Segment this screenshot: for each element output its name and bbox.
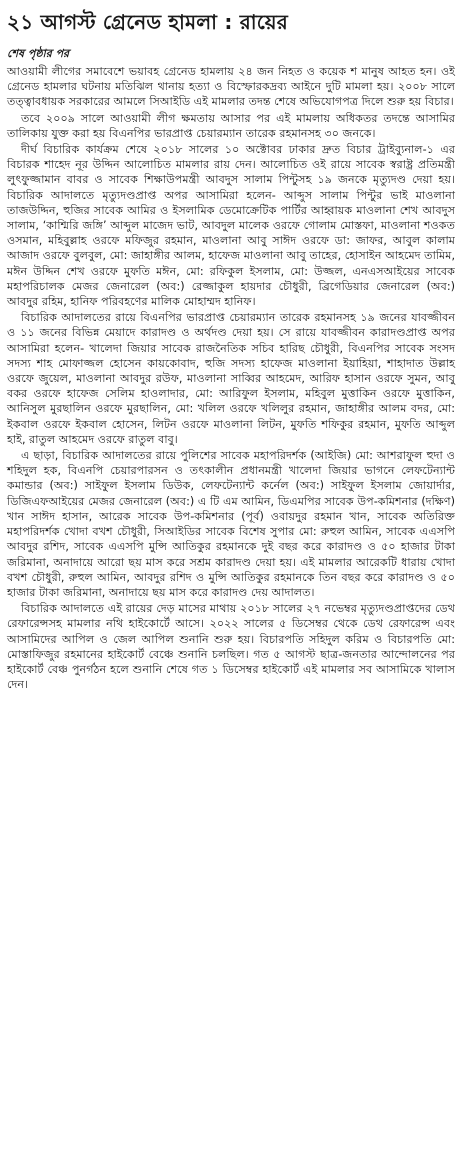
article-headline: ২১ আগস্ট গ্রেনেড হামলা : রায়ের — [7, 10, 288, 34]
article-paragraph: আওয়ামী লীগের সমাবেশে ভয়াবহ গ্রেনেড হামলায় ২৪ জন নিহত ও কয়েক শ মানুষ আহত হন। ওই গ্রেনেড হামলার ঘটনায় মতিঝিল থানায় হত্যা ও বিস্ফোরকদ্রব্য আইনে দুটি মামলা হয়। ২০০৮ সালে তত্ত্বাবধায়ক সরকারের আমলে সিআইডি এই মামলার তদন্ত শেষে অভিযোগপত্র দিলে শুরু হয় বিচার। — [7, 65, 455, 109]
article-paragraph: দীর্ঘ বিচারিক কার্যক্রম শেষে ২০১৮ সালের ১০ অক্টোবর ঢাকার দ্রুত বিচার ট্রাইব্যুনাল-১ এর বিচারক শাহেদ নূর উদ্দিন আলোচিত মামলার রায় দেন। আলোচিত ওই রায়ে সাবেক স্বরাষ্ট্র প্রতিমন্ত্রী লুৎফুজ্জামান বাবর ও সাবেক শিক্ষাউপমন্ত্রী আবদুস সালাম পিন্টুসহ ১৯ জনকে মৃত্যুদণ্ড দেয়া হয়। বিচারিক আদালতে মৃত্যুদণ্ডপ্রাপ্ত অপর আসামিরা হলেন- আব্দুস সালাম পিন্টুর ভাই মাওলানা তাজউদ্দিন, হুজির সাবেক আমির ও ইসলামিক ডেমোক্রেটিক পার্টির আহ্বায়ক মাওলানা শেখ আবদুস সালাম, ‘কাশ্মিরি জঙ্গি’ আব্দুল মাজেদ ভাট, আবদুল মালেক ওরফে গোলাম মোস্তফা, মাওলানা শওকত ওসমান, মহিবুল্লাহ ওরফে মফিজুর রহমান, মাওলানা আবু সাঈদ ওরফে ডা: জাফর, আবুল কালাম আজাদ ওরফে বুলবুল, মো: জাহাঙ্গীর আলম, হাফেজ মাওলানা আবু তাহের, হোসাইন আহমেদ তামিম, মঈন উদ্দিন শেখ ওরফে মুফতি মঈন, মো: রফিকুল ইসলাম, মো: উজ্জল, এনএসআইয়ের সাবেক মহাপরিচালক মেজর জেনারেল (অব:) রেজ্জাকুল হায়দার চৌধুরী, ব্রিগেডিয়ার জেনারেল (অব:) আবদুর রহিম, হানিফ পরিবহণের মালিক মোহাম্মদ হানিফ। — [7, 143, 455, 309]
article-body — [7, 64, 455, 692]
article-paragraph: এ ছাড়া, বিচারিক আদালতের রায়ে পুলিশের সাবেক মহাপরিদর্শক (আইজি) মো: আশরাফুল হুদা ও শহিদুল হক, বিএনপি চেয়ারপারসন ও তৎকালীন প্রধানমন্ত্রী খালেদা জিয়ার ভাগনে লেফটেন্যান্ট কমান্ডার (অব:) সাইফুল ইসলাম ডিউক, লেফটেন্যান্ট কর্নেল (অব:) সাইফুল ইসলাম জোয়ার্দার, ডিজিএফআইয়ের মেজর জেনারেল (অব:) এ টি এম আমিন, ডিএমপির সাবেক উপ-কমিশনার (দক্ষিণ) খান সাঈদ হাসান, আরেক সাবেক উপ-কমিশনার (পূর্ব) ওবায়দুর রহমান খান, সাবেক অতিরিক্ত মহাপরিদর্শক খোদা বখশ চৌধুরী, সিআইডির সাবেক বিশেষ সুপার মো: রুহুল আমিন, সাবেক এএসপি আবদুর রশিদ, সাবেক এএসপি মুন্সি আতিকুর রহমানকে দুই বছর করে কারাদণ্ড ও ৫০ হাজার টাকা জরিমানা, অনাদায়ে আরো ছয় মাস করে সশ্রম কারাদণ্ড দেয়া হয়। এই মামলার আরেকটি ধারায় খোদা বখশ চৌধুরী, রুহুল আমিন, আবদুর রশিদ ও মুন্সি আতিকুর রহমানকে তিন বছর করে কারাদণ্ড ও ৫০ হাজার টাকা জরিমানা, অনাদায়ে ছয় মাস করে কারাদণ্ড দেয় আদালত। — [7, 449, 455, 599]
article-paragraph: বিচারিক আদালতে এই রায়ের দেড় মাসের মাথায় ২০১৮ সালের ২৭ নভেম্বর মৃত্যুদণ্ডপ্রাপ্তদের ডেথ রেফারেন্সসহ মামলার নথি হাইকোর্টে আসে। ২০২২ সালের ৫ ডিসেম্বর থেকে ডেথ রেফারেন্স এবং আসামিদের আপিল ও জেল আপিল শুনানি শুরু হয়। বিচারপতি সহিদুল করিম ও বিচারপতি মো: মোস্তাফিজুর রহমানের হাইকোর্ট বেঞ্চে শুনানি চলছিল। গত ৫ আগস্ট ছাত্র-জনতার আন্দোলনের পর হাইকোর্ট বেঞ্চ পুনর্গঠন হলে শুনানি শেষে গত ১ ডিসেম্বর হাইকোর্ট এই মামলার সব আসামিকে খালাস দেন। — [7, 602, 455, 692]
continued-from-label: শেষ পৃষ্ঠার পর — [7, 47, 70, 60]
article-paragraph: তবে ২০০৯ সালে আওয়ামী লীগ ক্ষমতায় আসার পর এই মামলায় অধিকতর তদন্তে আসামির তালিকায় যুক্ত করা হয় বিএনপির ভারপ্রাপ্ত চেয়ারম্যান তারেক রহমানসহ ৩০ জনকে। — [7, 111, 455, 140]
article-paragraph: বিচারিক আদালতের রায়ে বিএনপির ভারপ্রাপ্ত চেয়ারম্যান তারেক রহমানসহ ১৯ জনের যাবজ্জীবন ও ১১ জনের বিভিন্ন মেয়াদে কারাদণ্ড ও অর্থদণ্ড দেয়া হয়। সে রায়ে যাবজ্জীবন কারাদণ্ডপ্রাপ্ত অপর আসামিরা হলেন- খালেদা জিয়ার সাবেক রাজনৈতিক সচিব হারিছ চৌধুরী, বিএনপির সাবেক সংসদ সদস্য শাহ মোফাজ্জল হোসেন কায়কোবাদ, হুজি সদস্য হাফেজ মাওলানা ইয়াহিয়া, শাহাদাত উল্লাহ ওরফে জুয়েল, মাওলানা আবদুর রউফ, মাওলানা সাব্বির আহমেদ, আরিফ হাসান ওরফে সুমন, আবু বকর ওরফে হাফেজ সেলিম হাওলাদার, মো: আরিফুল ইসলাম, মহিবুল মুত্তাকিন ওরফে মুত্তাকিন, আনিসুল মুরছালিন ওরফে মুরছালিন, মো: খলিল ওরফে খলিলুর রহমান, জাহাঙ্গীর আলম বদর, মো: ইকবাল ওরফে ইকবাল হোসেন, লিটন ওরফে মাওলানা লিটন, মুফতি শফিকুর রহমান, মুফতি আব্দুল হাই, রাতুল আহমেদ ওরফে রাতুল বাবু। — [7, 311, 455, 446]
